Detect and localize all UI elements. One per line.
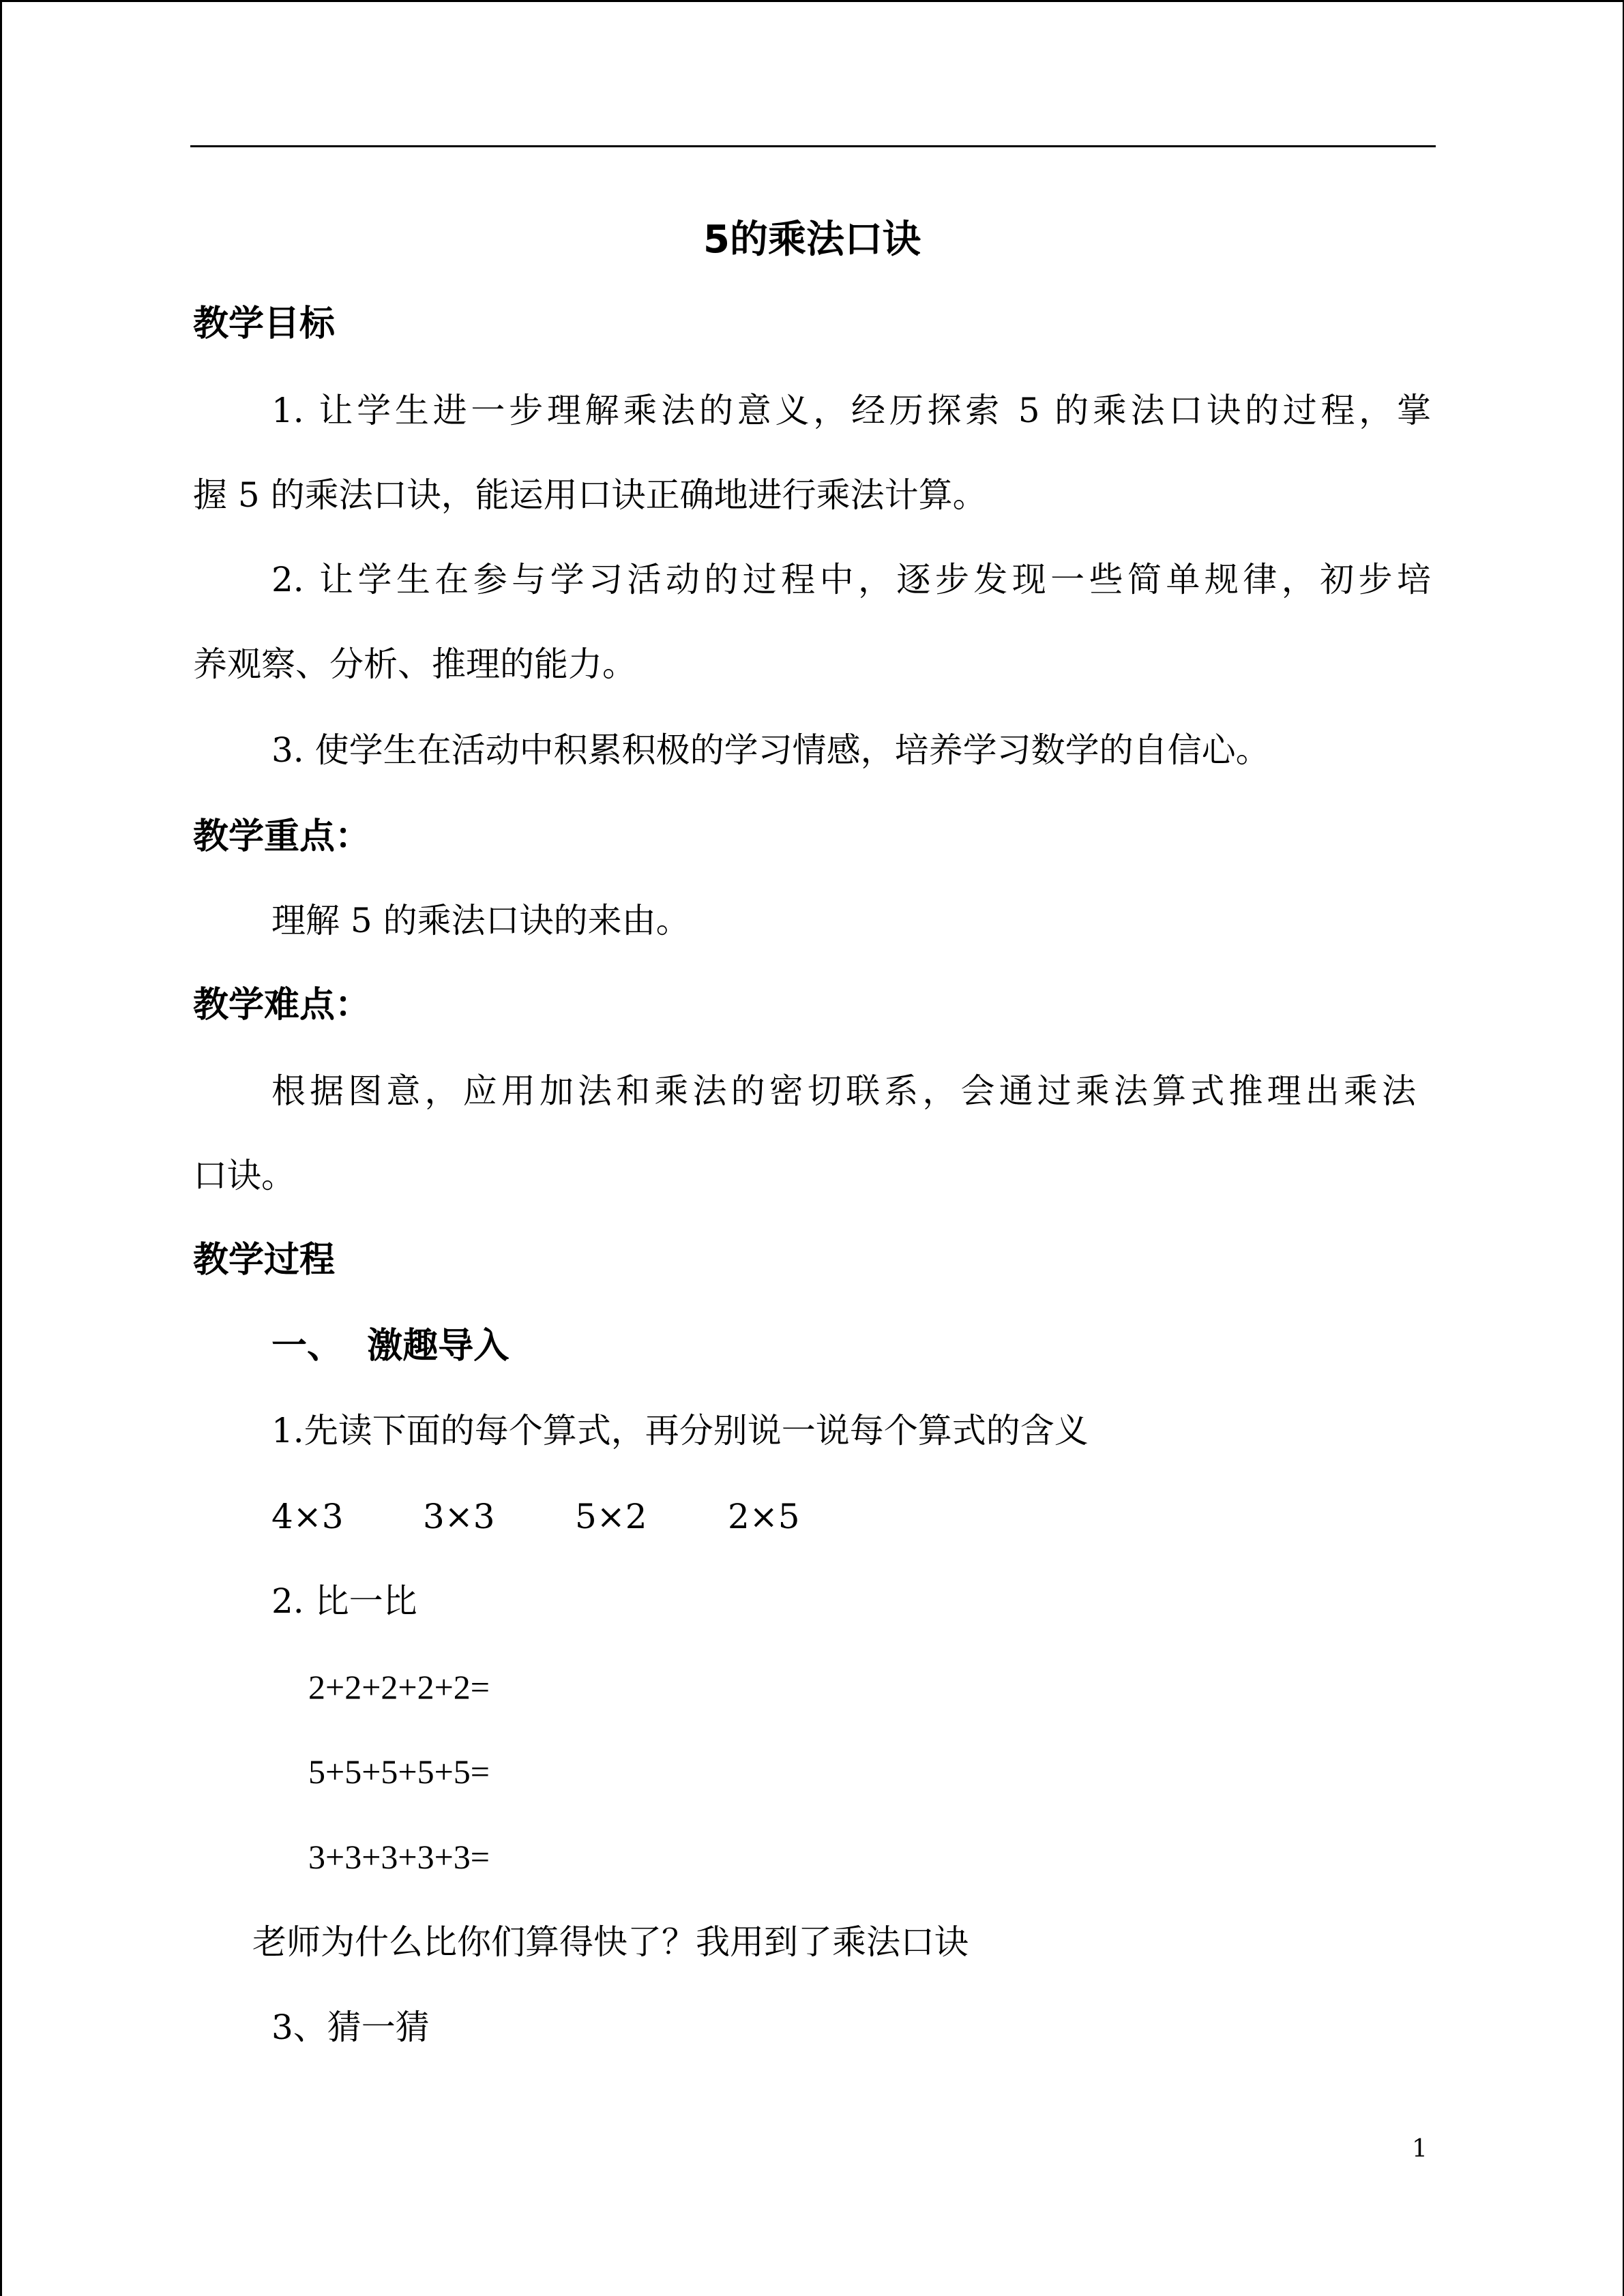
goal-3: 3. 使学生在活动中积累积极的学习情感，培养学习数学的自信心。 bbox=[271, 730, 1270, 770]
sum-expression: 3+3+3+3+3= bbox=[308, 1838, 490, 1876]
goal-2-line-1: 2. 让学生在参与学习活动的过程中，逐步发现一些简单规律，初步培 bbox=[271, 560, 1431, 599]
page-border-top bbox=[0, 0, 1624, 2]
key-point-text: 理解 5 的乘法口诀的来由。 bbox=[271, 901, 690, 940]
expression: 4×3 bbox=[271, 1497, 344, 1536]
goal-2-line-2: 养观察、分析、推理的能力。 bbox=[193, 644, 636, 684]
difficulty-heading: 教学难点： bbox=[193, 985, 371, 1026]
goals-heading: 教学目标 bbox=[193, 303, 336, 344]
difficulty-line-1: 根据图意，应用加法和乘法的密切联系，会通过乘法算式推理出乘法 bbox=[271, 1071, 1416, 1111]
difficulty-line-2: 口诀。 bbox=[193, 1156, 295, 1195]
page-border-left bbox=[0, 0, 2, 2296]
expression: 5×2 bbox=[575, 1497, 647, 1536]
document-title: 5的乘法口诀 bbox=[703, 218, 921, 262]
step-2: 2. 比一比 bbox=[271, 1581, 417, 1621]
process-heading: 教学过程 bbox=[193, 1240, 336, 1281]
teacher-remark: 老师为什么比你们算得快了？我用到了乘法口诀 bbox=[252, 1922, 969, 1962]
expression: 2×5 bbox=[728, 1497, 800, 1536]
goal-1-line-1: 1. 让学生进一步理解乘法的意义，经历探索 5 的乘法口诀的过程，掌 bbox=[271, 391, 1431, 430]
step-3: 3、猜一猜 bbox=[271, 2008, 430, 2047]
goal-1-line-2: 握 5 的乘法口诀，能运用口诀正确地进行乘法计算。 bbox=[193, 475, 987, 515]
header-rule bbox=[190, 145, 1436, 147]
page-number: 1 bbox=[1412, 2135, 1428, 2163]
expression: 3×3 bbox=[423, 1497, 495, 1536]
sum-expression: 5+5+5+5+5= bbox=[308, 1753, 490, 1791]
step-1: 1.先读下面的每个算式，再分别说一说每个算式的含义 bbox=[271, 1411, 1089, 1450]
part-1-heading: 一、 激趣导入 bbox=[271, 1326, 510, 1367]
key-point-heading: 教学重点： bbox=[193, 816, 371, 857]
sum-expression: 2+2+2+2+2= bbox=[308, 1668, 490, 1706]
